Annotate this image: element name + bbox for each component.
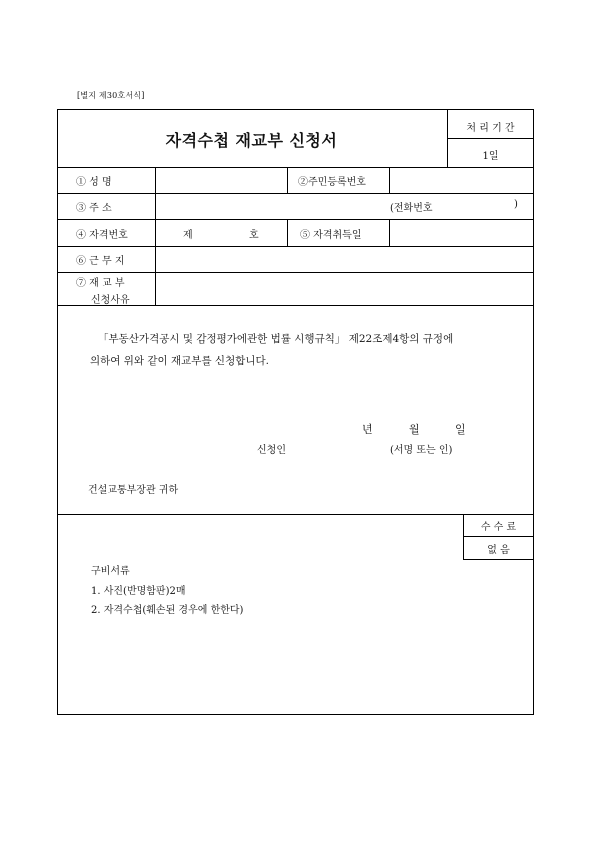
row-divider — [58, 167, 533, 168]
row-divider — [58, 272, 533, 273]
row-divider — [58, 514, 533, 515]
form-frame — [57, 109, 534, 715]
document-item: 1. 사진(반명함판)2매 — [91, 586, 186, 597]
form-title: 자격수첩 재교부 신청서 — [165, 131, 338, 150]
statement-paragraph — [90, 328, 510, 372]
phone-close-paren: ) — [514, 199, 518, 210]
applicant-label: 신청인 — [257, 445, 286, 456]
document-item: 2. 자격수첩(훼손된 경우에 한한다) — [91, 605, 244, 616]
documents-title: 구비서류 — [91, 566, 130, 577]
addressee: 건설교통부장관 귀하 — [88, 485, 179, 496]
phone-label: (전화번호 — [390, 203, 433, 214]
date-day: 일 — [455, 423, 466, 436]
license-number-label: ④ 자격번호 — [76, 230, 128, 241]
fee-value: 없 음 — [487, 545, 510, 556]
resident-number-label: ②주민등록번호 — [298, 177, 366, 188]
reason-label-line2: 신청사유 — [91, 295, 130, 306]
form-number-label: [별지 제30호서식] — [77, 91, 145, 100]
license-number-prefix: 제 — [183, 230, 193, 241]
col-divider — [287, 219, 288, 246]
date-year: 년 — [362, 423, 373, 436]
date-month: 월 — [409, 423, 420, 436]
col-divider — [287, 167, 288, 193]
address-label: ③ 주 소 — [76, 203, 112, 214]
row-divider — [58, 219, 533, 220]
processing-divider — [447, 138, 533, 139]
license-number-suffix: 호 — [249, 230, 259, 241]
row-divider — [58, 246, 533, 247]
statement-line1: 「부동산가격공시 및 감정평가에관한 법률 시행규칙」 제22조제4항의 규정에 — [98, 333, 454, 345]
fee-header: 수 수 료 — [480, 522, 517, 533]
col-divider — [389, 219, 390, 246]
fee-divider — [463, 536, 533, 537]
workplace-label: ⑥ 근 무 지 — [76, 256, 125, 267]
col-divider — [155, 167, 156, 305]
acquisition-date-label: ⑤ 자격취득일 — [300, 230, 362, 241]
processing-period-value: 1일 — [482, 151, 499, 162]
row-divider — [58, 193, 533, 194]
signature-note: (서명 또는 인) — [390, 445, 453, 456]
statement-line2: 의하여 위와 같이 재교부를 신청합니다. — [90, 355, 269, 367]
fee-divider — [463, 559, 533, 560]
reason-label-line1: ⑦ 재 교 부 — [76, 278, 125, 289]
name-label: ① 성 명 — [76, 177, 112, 188]
processing-period-header: 처 리 기 간 — [466, 123, 515, 134]
col-divider — [389, 167, 390, 193]
